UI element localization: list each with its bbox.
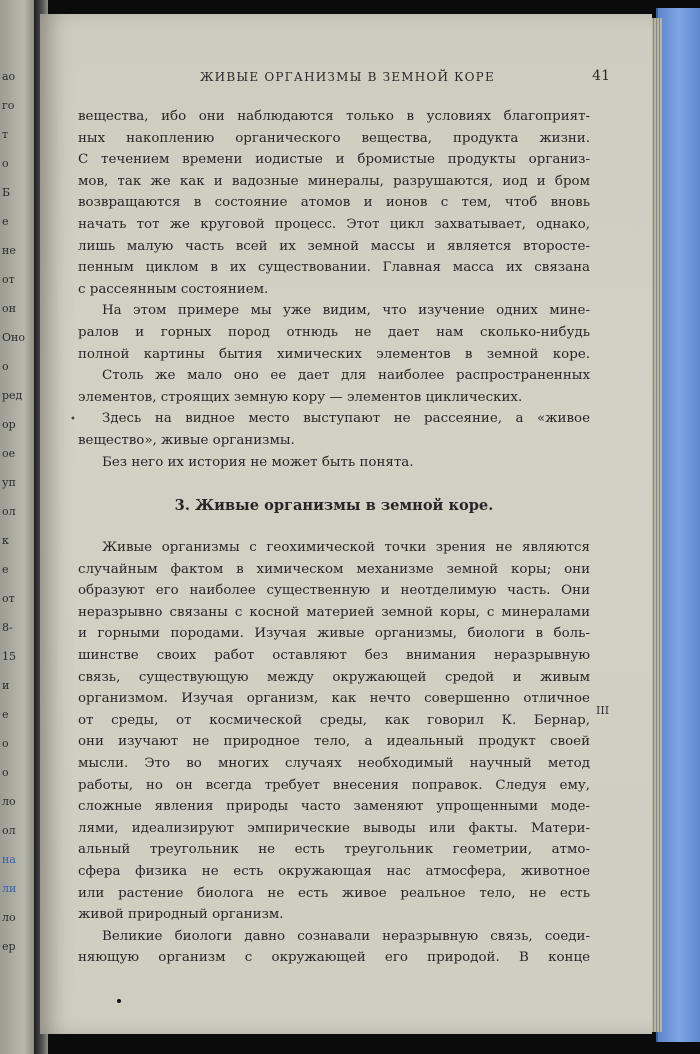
left-page-fragment: ло xyxy=(2,911,16,924)
left-page-fragment: Б xyxy=(2,186,11,199)
running-head xyxy=(100,70,610,90)
text-line: живой природный организм. xyxy=(78,907,284,923)
text-line: они изучают не природное тело, а идеальный продукт своей xyxy=(78,734,590,750)
text-line: Без него их история не может быть понята. xyxy=(102,454,414,470)
text-line: сфера физика не есть окружающая нас атмосфера, животное xyxy=(78,864,590,879)
left-page-fragment: ол xyxy=(2,505,16,518)
text-line: вещества, ибо они наблюдаются только в условиях благоприят- xyxy=(78,109,590,124)
margin-note: III xyxy=(596,704,610,717)
text-line: мов, так же как и вадозные минералы, разрушаются, иод и бром xyxy=(78,173,590,189)
left-page-fragment: не xyxy=(2,244,16,257)
margin-dot: • xyxy=(70,414,76,425)
text-line: лишь малую часть всей их земной массы и является второсте- xyxy=(78,238,590,254)
left-page-fragment: ол xyxy=(2,824,16,837)
text-line: няющую организм с окружающей его природой. В конце xyxy=(78,950,590,966)
left-page-fragment: го xyxy=(2,99,15,112)
left-page-fragment: к xyxy=(2,534,9,547)
left-page-fragment: и xyxy=(2,679,10,692)
text-line: Столь же мало оно ее дает для наиболее распространенных xyxy=(102,368,590,384)
text-line: работы, но он всегда требует внесения поправок. Следуя ему, xyxy=(78,777,590,793)
left-page-fragment: ли xyxy=(2,882,17,895)
left-page-fragment: ло xyxy=(2,795,16,808)
text-line: от среды, от космической среды, как говорил К. Бернар, xyxy=(78,712,590,728)
paragraph-4 xyxy=(78,408,590,451)
text-line: шинстве своих работ оставляют без внимания неразрывную xyxy=(78,648,590,664)
left-page-fragment: е xyxy=(2,215,9,228)
text-line: На этом примере мы уже видим, что изучение одних мине- xyxy=(102,303,590,319)
page-number: 41 xyxy=(592,68,610,84)
text-line: или растение биолога не есть живое реальное тело, не есть xyxy=(78,885,590,901)
section-heading: 3. Живые организмы в земной коре. xyxy=(174,497,494,515)
text-line: полной картины бытия химических элементов в земной коре. xyxy=(78,346,590,362)
paragraph-7 xyxy=(78,926,590,969)
left-page-fragment: ао xyxy=(2,70,16,83)
text-line: пенным циклом в их существовании. Главная масса их связана xyxy=(78,260,590,276)
paragraph-1 xyxy=(78,106,590,300)
text-line: ных накоплению органического вещества, продукта жизни. xyxy=(78,130,590,146)
text-line: Здесь на видное место выступают не рассеяние, а «живое xyxy=(102,411,590,427)
left-page-fragment: ред xyxy=(2,389,23,402)
left-adjacent-page xyxy=(0,0,34,1054)
text-line: начать тот же круговой процесс. Этот цикл захватывает, однако, xyxy=(78,216,590,232)
left-page-fragment: на xyxy=(2,853,16,866)
text-line: с рассеянным состоянием. xyxy=(78,281,269,297)
left-page-fragment: от xyxy=(2,273,15,286)
print-speck xyxy=(117,999,121,1003)
text-line: элементов, строящих земную кору — элементов циклических. xyxy=(78,389,523,405)
left-page-fragment: Оно xyxy=(2,331,25,344)
left-page-fragment: 8- xyxy=(2,621,13,634)
left-page-fragment: т xyxy=(2,128,9,141)
text-line: организмом. Изучая организм, как нечто совершенно отличное xyxy=(78,691,590,707)
text-line: и горными породами. Изучая живые организмы, биологи в боль- xyxy=(78,626,590,642)
text-line: образуют его наиболее существенную и неотделимую часть. Они xyxy=(78,583,590,599)
left-page-fragment: уп xyxy=(2,476,16,489)
running-head-title: ЖИВЫЕ ОРГАНИЗМЫ В ЗЕМНОЙ КОРЕ xyxy=(200,70,495,84)
paragraph-2 xyxy=(78,300,590,365)
left-page-fragment: о xyxy=(2,737,9,750)
text-line: неразрывно связаны с косной материей земной коры, с минералами xyxy=(78,604,590,620)
book-page xyxy=(40,14,652,1034)
paragraph-5 xyxy=(78,452,590,474)
left-page-fragment: от xyxy=(2,592,15,605)
text-line: Живые организмы с геохимической точки зрения не являются xyxy=(102,540,590,556)
paragraph-3 xyxy=(78,365,590,408)
text-line: случайным фактом в химическом механизме земной коры; они xyxy=(78,561,590,577)
left-page-fragment: е xyxy=(2,563,9,576)
body-text xyxy=(78,106,590,969)
left-page-fragment: ое xyxy=(2,447,16,460)
text-line: связь, существующую между окружающей средой и живым xyxy=(78,669,590,685)
left-page-fragment: ер xyxy=(2,940,16,953)
text-line: вещество», живые организмы. xyxy=(78,432,295,448)
text-line: альный треугольник не есть треугольник геометрии, атмо- xyxy=(78,842,590,858)
text-line: лями, идеализируют эмпирические выводы или факты. Матери- xyxy=(78,820,590,836)
text-line: Великие биологи давно сознавали неразрывную связь, соеди- xyxy=(102,928,590,944)
text-line: ралов и горных пород отнюдь не дает нам сколько-нибудь xyxy=(78,324,590,340)
left-page-fragment: о xyxy=(2,360,9,373)
text-line: мысли. Это во многих случаях необходимый научный метод xyxy=(78,756,590,772)
left-page-fragment: он xyxy=(2,302,16,315)
book-cover-blue xyxy=(656,8,700,1042)
paragraph-6 xyxy=(78,537,590,926)
left-page-fragment: о xyxy=(2,766,9,779)
left-page-fragment: е xyxy=(2,708,9,721)
left-page-fragment: 15 xyxy=(2,650,16,663)
text-line: возвращаются в состояние атомов и ионов с тем, чтоб вновь xyxy=(78,195,590,211)
text-line: сложные явления природы часто заменяют упрощенными моде- xyxy=(78,799,590,815)
left-page-fragment: о xyxy=(2,157,9,170)
left-page-fragment: ор xyxy=(2,418,16,431)
text-line: С течением времени иодистые и бромистые продукты организ- xyxy=(78,152,590,168)
